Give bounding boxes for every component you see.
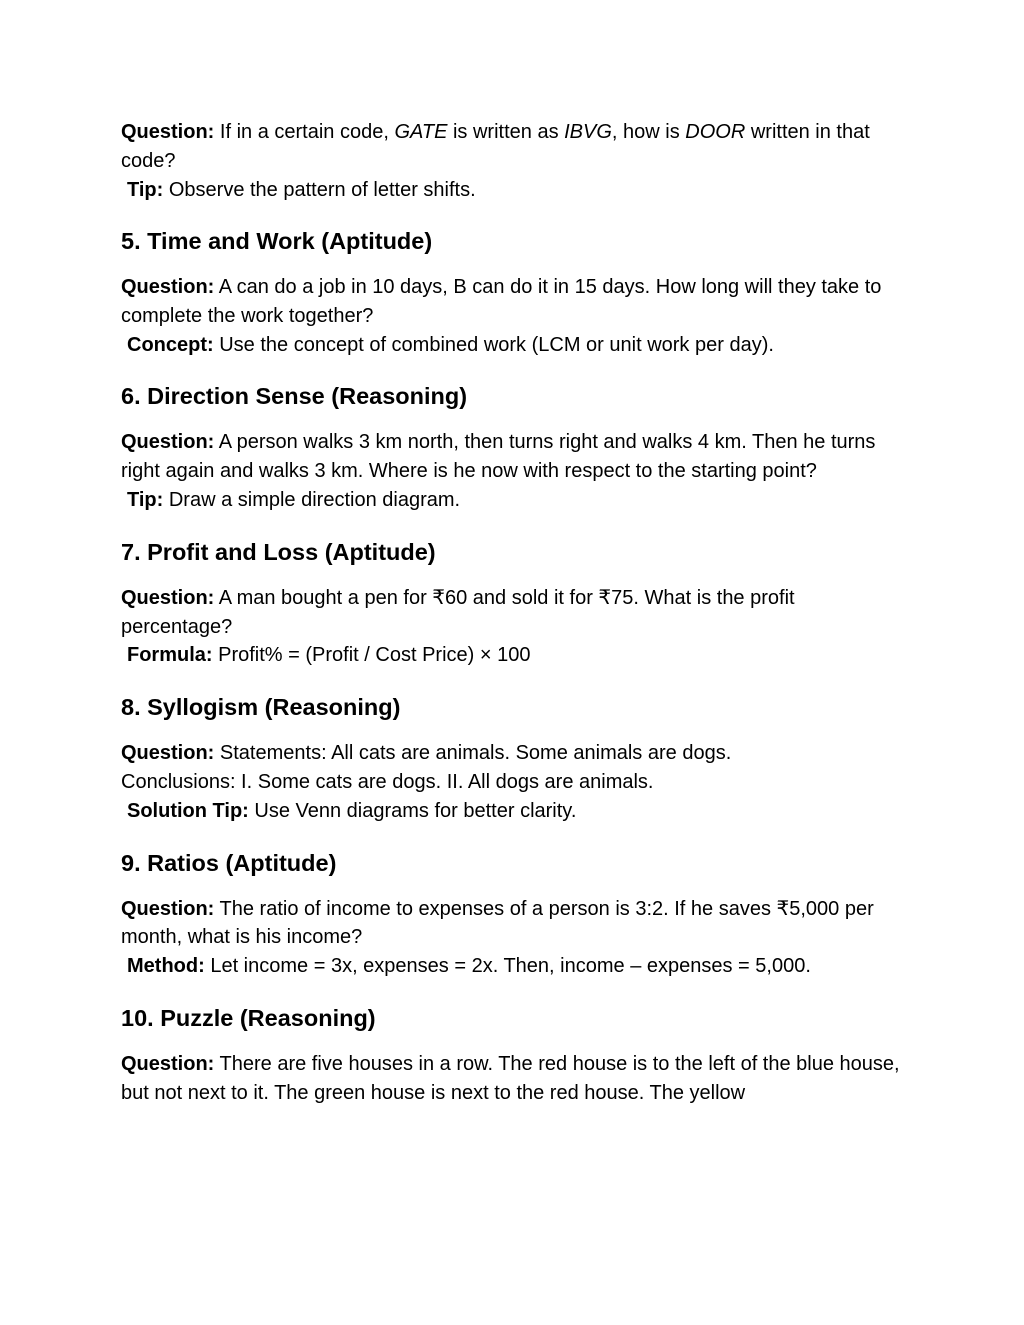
section-tip: Tip: Draw a simple direction diagram.	[127, 488, 461, 511]
section-question: Question: The ratio of income to expenses of a person is 3:2. If he saves ₹5,000 per month, what is his income?	[121, 897, 874, 949]
intro-tip: Tip: Observe the pattern of letter shifts.	[127, 178, 476, 201]
intro-question-block	[121, 118, 906, 204]
section-tip: Method: Let income = 3x, expenses = 2x. Then, income – expenses = 5,000.	[127, 955, 811, 978]
question-label: Question:	[121, 276, 215, 298]
section-question: Question: A man bought a pen for ₹60 and sold it for ₹75. What is the profit percentage?	[121, 586, 795, 638]
tip-label: Method:	[127, 955, 205, 978]
tip-label: Tip:	[127, 178, 164, 201]
question-label: Question:	[121, 897, 215, 920]
section-tip: Solution Tip: Use Venn diagrams for better clarity.	[127, 799, 577, 822]
section-heading: 5. Time and Work (Aptitude)	[121, 228, 433, 254]
question-label: Question:	[121, 586, 215, 609]
section-question: Question: A can do a job in 10 days, B can do it in 15 days. How long will they take to complete the work together?	[121, 276, 882, 327]
intro-question: Question: If in a certain code, GATE is written as IBVG, how is DOOR written in that code?	[121, 121, 870, 172]
code-word: DOOR	[685, 121, 746, 143]
code-word: IBVG	[564, 121, 612, 143]
section-question: Question: A person walks 3 km north, then turns right and walks 4 km. Then he turns right again and walks 3 km. Where is he now with respect to the starting point?	[121, 431, 876, 483]
section-tip: Concept: Use the concept of combined work (LCM or unit work per day).	[127, 333, 774, 356]
question-label: Question:	[121, 1052, 215, 1075]
section-question: Question: Statements: All cats are animals. Some animals are dogs.	[121, 742, 732, 765]
section-heading: 6. Direction Sense (Reasoning)	[121, 383, 468, 410]
section-tip: Formula: Profit% = (Profit / Cost Price) × 100	[127, 644, 531, 667]
section-question: Question: There are five houses in a row. The red house is to the left of the blue house, but not next to it. The green house is next to the red house. The yellow	[121, 1052, 900, 1104]
document-page	[121, 118, 906, 1108]
question-label: Question:	[121, 121, 215, 143]
tip-label: Solution Tip:	[127, 799, 249, 822]
tip-label: Tip:	[127, 488, 164, 511]
code-word: GATE	[394, 121, 448, 143]
section-heading: 9. Ratios (Aptitude)	[121, 849, 337, 876]
section-heading: 7. Profit and Loss (Aptitude)	[121, 538, 436, 565]
section-question-line: Conclusions: I. Some cats are dogs. II. All dogs are animals.	[121, 770, 654, 793]
question-label: Question:	[121, 431, 215, 454]
section-heading: 10. Puzzle (Reasoning)	[121, 1004, 376, 1031]
section-heading: 8. Syllogism (Reasoning)	[121, 694, 401, 721]
question-label: Question:	[121, 742, 215, 765]
tip-label: Formula:	[127, 644, 213, 667]
tip-label: Concept:	[127, 333, 214, 356]
